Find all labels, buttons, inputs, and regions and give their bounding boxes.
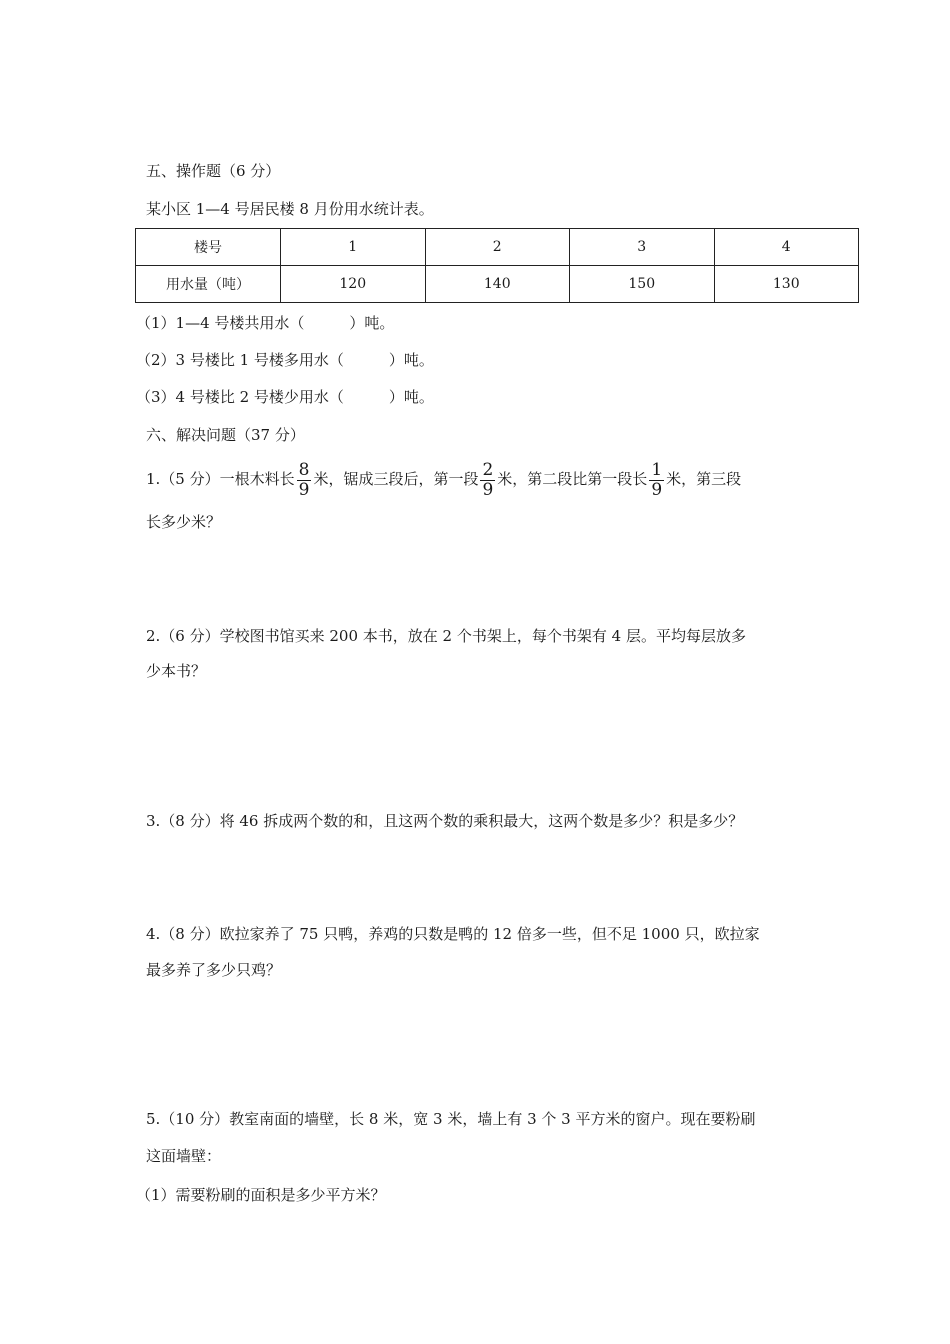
- problem-5-line2: 这面墙壁：: [146, 1147, 222, 1165]
- table-cell: 1: [281, 229, 426, 266]
- table-cell: 用水量（吨）: [136, 266, 281, 303]
- question-2: （2）3 号楼比 1 号楼多用水（ ）吨。: [136, 351, 434, 369]
- problem-text: 1.（5 分）一根木料长: [146, 470, 295, 488]
- table-cell: 楼号: [136, 229, 281, 266]
- section6-title: 六、解决问题（37 分）: [146, 426, 305, 444]
- numerator: 2: [482, 459, 494, 480]
- numerator: 1: [651, 459, 663, 480]
- problem-3-line1: 3.（8 分）将 46 拆成两个数的和，且这两个数的乘积最大，这两个数是多少？积是多少？: [146, 812, 744, 830]
- question-3: （3）4 号楼比 2 号楼少用水（ ）吨。: [136, 388, 434, 406]
- table-cell: 150: [570, 266, 715, 303]
- table-cell: 2: [425, 229, 570, 266]
- table-cell: 130: [714, 266, 859, 303]
- problem-text: 米，第三段: [666, 470, 742, 488]
- section5-title: 五、操作题（6 分）: [146, 162, 281, 180]
- problem-5-line1: 5.（10 分）教室南面的墙壁，长 8 米，宽 3 米，墙上有 3 个 3 平方米的窗户。现在要粉刷: [146, 1110, 756, 1128]
- water-usage-table: [135, 228, 859, 303]
- table-cell: 120: [281, 266, 426, 303]
- table-cell: 4: [714, 229, 859, 266]
- table-row: [136, 266, 859, 303]
- denominator: 9: [482, 479, 494, 500]
- table-cell: 3: [570, 229, 715, 266]
- table-caption: 某小区 1—4 号居民楼 8 月份用水统计表。: [146, 200, 434, 218]
- fraction: [480, 461, 495, 500]
- numerator: 8: [298, 459, 310, 480]
- problem-5-sub1: （1）需要粉刷的面积是多少平方米？: [136, 1186, 386, 1204]
- problem-2-line1: 2.（6 分）学校图书馆买来 200 本书，放在 2 个书架上，每个书架有 4 层。平均每层放多: [146, 627, 746, 645]
- problem-1-line2: 长多少米？: [146, 513, 222, 531]
- table-header-row: [136, 229, 859, 266]
- problem-text: 米，锯成三段后，第一段: [313, 470, 479, 488]
- problem-1-line1: [146, 459, 741, 500]
- problem-4-line2: 最多养了多少只鸡？: [146, 961, 282, 979]
- problem-2-line2: 少本书？: [146, 662, 207, 680]
- fraction: [649, 461, 664, 500]
- fraction: [297, 461, 312, 500]
- problem-text: 米，第二段比第一段长: [497, 470, 648, 488]
- table-cell: 140: [425, 266, 570, 303]
- problem-4-line1: 4.（8 分）欧拉家养了 75 只鸭，养鸡的只数是鸭的 12 倍多一些，但不足 1000 只，欧拉家: [146, 925, 760, 943]
- question-1: （1）1—4 号楼共用水（ ）吨。: [136, 314, 395, 332]
- denominator: 9: [298, 479, 310, 500]
- denominator: 9: [651, 479, 663, 500]
